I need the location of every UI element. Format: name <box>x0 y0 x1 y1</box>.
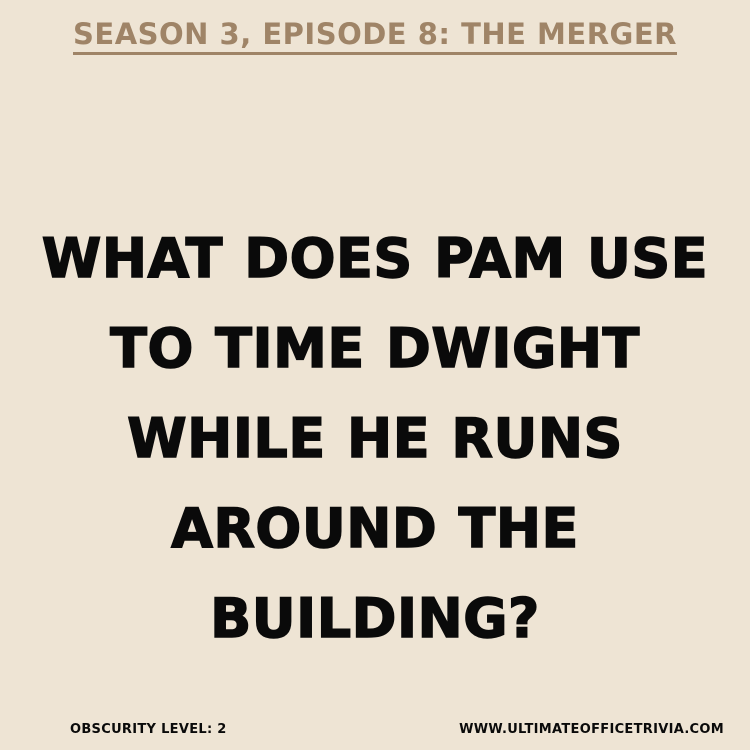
episode-title <box>0 14 750 54</box>
trivia-question: WHAT DOES PAM USE TO TIME DWIGHT WHILE HE RUNS AROUND THE BUILDING? <box>41 227 709 650</box>
obscurity-level: OBSCURITY LEVEL: 2 <box>70 722 227 737</box>
website-link[interactable]: WWW.ULTIMATEOFFICETRIVIA.COM <box>459 722 724 737</box>
episode-title-text: SEASON 3, EPISODE 8: THE MERGER <box>73 17 677 55</box>
